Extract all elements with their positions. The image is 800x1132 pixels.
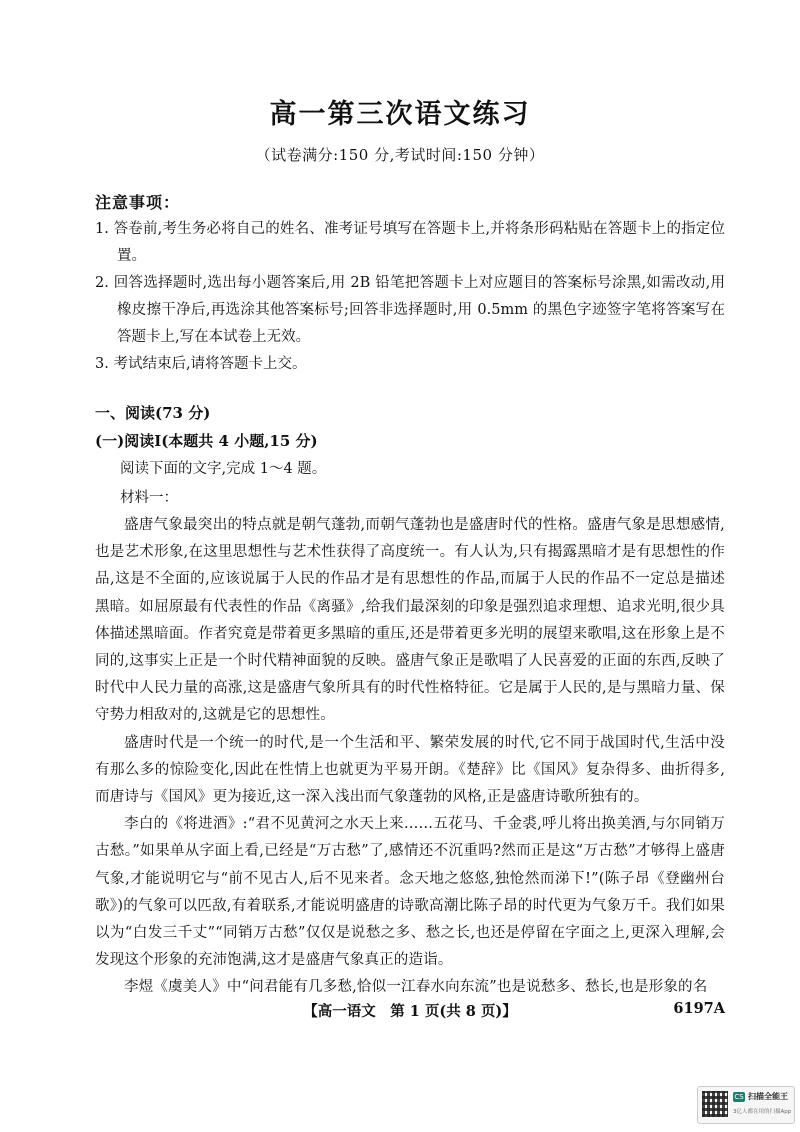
notice-item: 1. 答卷前,考生务必将自己的姓名、准考证号填写在答题卡上,并将条形码粘贴在答题卡上的指定位置。 bbox=[95, 221, 725, 264]
paragraph: 李白的《将进酒》:“君不见黄河之水天上来……五花马、千金裘,呼儿将出换美酒,与尔同销万古愁。”如果单从字面上看,已经是“万古愁”了,感情还不沉重吗?然而正是这“万古愁”才够得上盛唐气象,才能说明它与“前不见古人,后不见来者。念天地之悠悠,独怆然而涕下!”(陈子昂《登幽州台歌》)的气象可以匹敌,有着联系,才能说明盛唐的诗歌高潮比陈子昂的时代更为气象万千。我们如果以为“白发三千丈”“同销万古愁”仅仅是说愁之多、愁之长,也还是停留在字面之上,更深入理解,会发现这个形象的充沛饱满,这才是盛唐气象真正的造诣。 bbox=[95, 816, 725, 969]
material-label: 材料一： bbox=[120, 490, 178, 506]
exam-subtitle: （试卷满分:150 分,考试时间:150 分钟） bbox=[255, 146, 545, 164]
reading-instruction: 阅读下面的文字,完成 1～4 题。 bbox=[120, 461, 327, 477]
notice-list bbox=[95, 216, 725, 378]
exam-code: 6197A bbox=[673, 1000, 725, 1017]
scanner-watermark bbox=[697, 1086, 795, 1124]
notice-item: 3. 考试结束后,请将答题卡上交。 bbox=[95, 356, 307, 372]
qr-code-icon bbox=[702, 1091, 728, 1117]
paragraph: 盛唐气象最突出的特点就是朝气蓬勃,而朝气蓬勃也是盛唐时代的性格。盛唐气象是思想感情,也是艺术形象,在这里思想性与艺术性获得了高度统一。有人认为,只有揭露黑暗才是有思想性的作品,这是不全面的,应该说属于人民的作品才是有思想性的作品,而属于人民的作品不一定总是描述黑暗。如屈原最有代表性的作品《离骚》,给我们最深刻的印象是强烈追求理想、追求光明,很少具体描述黑暗面。作者究竟是带着更多黑暗的重压,还是带着更多光明的展望来歌唱,这在形象上是不同的,这事实上正是一个时代精神面貌的反映。盛唐气象正是歌唱了人民喜爱的正面的东西,反映了时代中人民力量的高涨,这是盛唐气象所具有的时代性格特征。它是属于人民的,是与黑暗力量、保守势力相敌对的,这就是它的思想性。 bbox=[95, 517, 725, 724]
subsection-heading: (一)阅读Ⅰ(本题共 4 小题,15 分) bbox=[95, 432, 318, 450]
camscanner-logo-icon: CS bbox=[734, 1093, 744, 1101]
exam-title: 高一第三次语文练习 bbox=[269, 99, 531, 130]
page-number: 【高一语文 第 1 页(共 8 页)】 bbox=[303, 1003, 517, 1020]
scanner-app-name: 扫描全能王 bbox=[748, 1092, 788, 1101]
paragraph: 李煜《虞美人》中“问君能有几多愁,恰似一江春水向东流”也是说愁多、愁长,也是形象的名 bbox=[124, 979, 708, 996]
notice-heading: 注意事项： bbox=[95, 193, 181, 212]
section-heading: 一、阅读(73 分) bbox=[95, 404, 211, 422]
material-body bbox=[95, 512, 725, 1002]
paragraph: 盛唐时代是一个统一的时代,是一个生活和平、繁荣发展的时代,它不同于战国时代,生活中没有那么多的惊险变化,因此在性情上也就更为平易开朗。《楚辞》比《国风》复杂得多、曲折得多,而唐诗与《国风》更为接近,这一深入浅出而气象蓬勃的风格,正是盛唐诗歌所独有的。 bbox=[95, 734, 725, 806]
scanner-tagline: 3亿人都在用的扫描App bbox=[733, 1109, 792, 1115]
notice-item: 2. 回答选择题时,选出每小题答案后,用 2B 铅笔把答题卡上对应题目的答案标号涂黑,如需改动,用橡皮擦干净后,再选涂其他答案标号;回答非选择题时,用 0.5mm 的黑色字迹签字笔将答案写在答题卡上,写在本试卷上无效。 bbox=[95, 275, 725, 345]
